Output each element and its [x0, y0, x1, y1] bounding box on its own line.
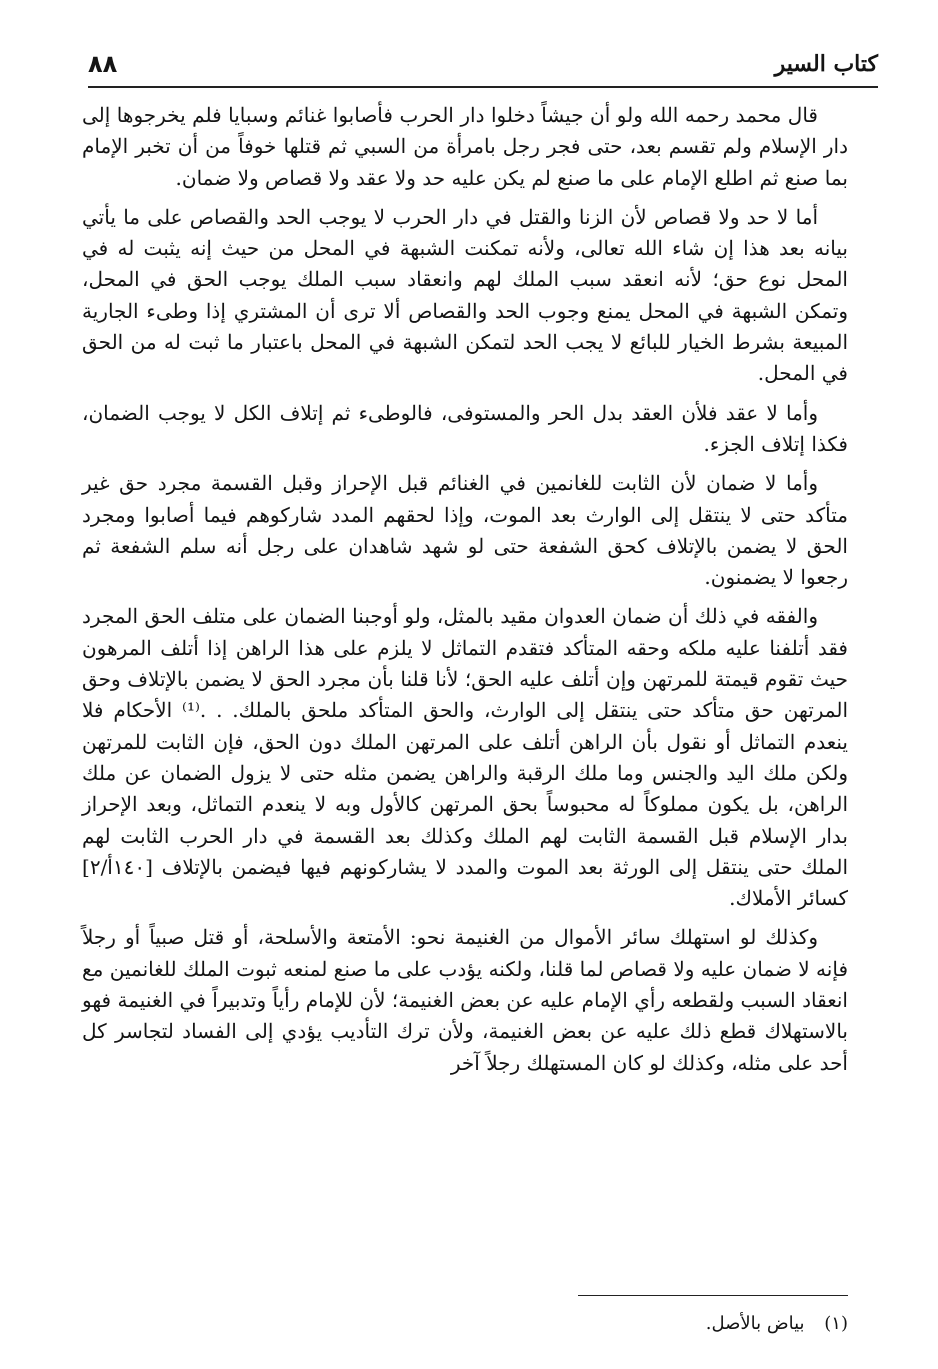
paragraph: قال محمد رحمه الله ولو أن جيشاً دخلوا دار الحرب فأصابوا غنائم وسبايا فلم يخرجوها إلى دار الإسلام ولم تقسم بعد، حتى فجر رجل بامرأة من السبي ثم قتلها خوفاً من أن تخبر الإمام بما صنع ثم اطلع الإمام على ما صنع لم يكن عليه حد ولا عقد ولا قصاص ولا ضمان.	[82, 103, 848, 190]
body-text	[82, 100, 848, 1087]
page-number: ٨٨	[88, 50, 118, 78]
paragraph: أما لا حد ولا قصاص لأن الزنا والقتل في دار الحرب لا يوجب الحد والقصاص على ما يأتي بيانه بعد هذا إن شاء الله تعالى، ولأنه تمكنت الشبهة في المحل من حيث إنه يثبت له في المحل نوع حق؛ لأنه انعقد سبب الملك لهم وانعقاد سبب الملك يوجب الحق في المحل، وتمكن الشبهة في المحل يمنع وجوب الحد والقصاص ألا ترى أن المشتري إذا وطىء الجارية المبيعة بشرط الخيار للبائع لا يجب الحد لتمكن الشبهة في المحل باعتبار ما ثبت له من الحق في المحل.	[82, 204, 848, 386]
paragraph: وأما لا ضمان لأن الثابت للغانمين في الغنائم قبل الإحراز وقبل القسمة مجرد حق غير متأكد حتى لا ينتقل إلى الوارث بعد الموت، وإذا لحقهم المدد شاركوهم فيما أصابوا ومجرد الحق لا يضمن بالإتلاف كحق الشفعة حتى لو شهد شاهدان على رجل أنه سلم الشفعة ثم رجعوا لا يضمنون.	[82, 471, 848, 590]
paragraph: والفقه في ذلك أن ضمان العدوان مقيد بالمثل، ولو أوجبنا الضمان على متلف الحق المجرد فقد أتلفنا عليه ملكه وحقه المتأكد فتقدم التماثل لا يلزم على هذا الراهن إذا أتلف المرهون حيث تقوم قيمتة للمرتهن وإن أتلف عليه الحق؛ لأنا قلنا بأن مجرد الحق لا يضمن بالإتلاف وحق المرتهن حق متأكد حتى ينتقل إلى الوارث، والحق المتأكد ملحق بالملك. . .⁽¹⁾ الأحكام فلا ينعدم التماثل أو نقول بأن الراهن أتلف على المرتهن الملك دون الحق، فإن الثابت للمرتهن ولكن ملك اليد والجنس وما ملك الرقبة والراهن يضمن مثله حتى لا يزول الضمان عن ملك الراهن، بل يكون مملوكاً له محبوساً بحق المرتهن كالأول وبه لا ينعدم التماثل، وبعد الإحراز بدار الإسلام قبل القسمة الثابت لهم الملك وكذلك بعد القسمة في دار الحرب الثابت لهم الملك حتى ينتقل إلى الورثة بعد الموت والمدد لا يشاركونهم فيها فيضمن بالإتلاف [١٤٠أ/٢] كسائر الأملاك.	[82, 604, 849, 911]
footnote-divider	[578, 1295, 848, 1296]
footnote-text: بياض بالأصل.	[705, 1313, 805, 1334]
footnote-number: (١)	[824, 1313, 848, 1334]
page-header	[88, 42, 878, 88]
footnote	[706, 1310, 848, 1338]
paragraph: وكذلك لو استهلك سائر الأموال من الغنيمة نحو: الأمتعة والأسلحة، أو قتل صبياً أو رجلاً فإنه لا ضمان عليه ولا قصاص لما قلنا، ولكنه يؤدب على ما صنع لمنعه ثبوت الملك للغانمين مع انعقاد السبب ولقطعه رأي الإمام عليه عن بعض الغنيمة؛ لأن للإمام رأياً وتدبيراً في الغنيمة فهو بالاستهلاك قطع ذلك عليه عن بعض الغنيمة، ولأن ترك التأديب يؤدي إلى الفساد لتجاسر كل أحد على مثله، وكذلك لو كان المستهلك رجلاً آخر	[82, 925, 848, 1075]
paragraph: وأما لا عقد فلأن العقد بدل الحر والمستوفى، فالوطىء ثم إتلاف الكل لا يوجب الضمان، فكذا إتلاف الجزء.	[82, 400, 848, 456]
running-title: كتاب السير	[774, 51, 878, 77]
